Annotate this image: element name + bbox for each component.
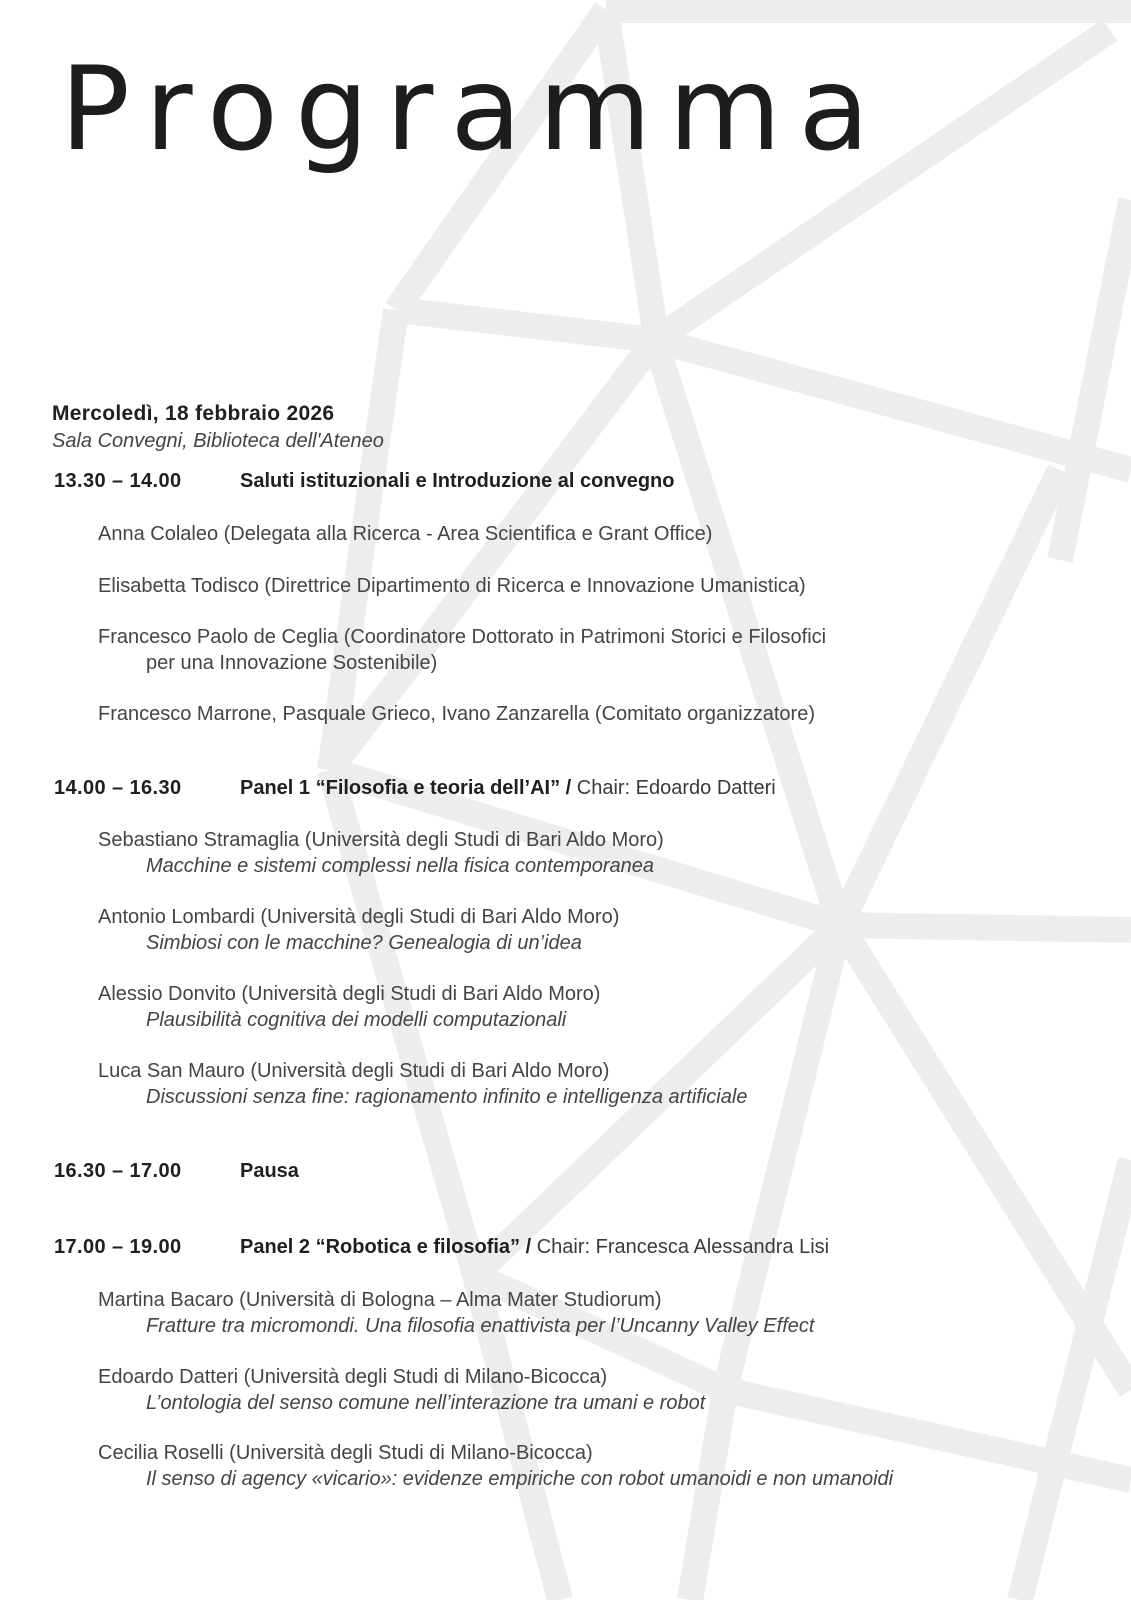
session-time: 17.00 – 19.00	[54, 1236, 182, 1258]
session-chair: Chair: Francesca Alessandra Lisi	[536, 1236, 830, 1258]
speaker-name: Francesco Paolo de Ceglia (Coordinatore Dottorato in Patrimoni Storici e Filosofici	[98, 626, 827, 648]
speaker-entry	[98, 573, 806, 599]
speaker-entry	[98, 1287, 814, 1339]
speaker-name: Alessio Donvito (Università degli Studi di Bari Aldo Moro)	[98, 983, 601, 1005]
talk-title: Il senso di agency «vicario»: evidenze empiriche con robot umanoidi e non umanoidi	[146, 1468, 894, 1490]
speaker-name: Francesco Marrone, Pasquale Grieco, Ivano Zanzarella (Comitato organizzatore)	[98, 703, 815, 725]
talk-title: L’ontologia del senso comune nell’interazione tra umani e robot	[146, 1392, 706, 1414]
speaker-name: Antonio Lombardi (Università degli Studi di Bari Aldo Moro)	[98, 906, 620, 928]
speaker-entry	[98, 1058, 747, 1110]
speaker-entry	[98, 981, 600, 1033]
talk-title: Fratture tra micromondi. Una filosofia enattivista per l’Uncanny Valley Effect	[146, 1315, 815, 1337]
speaker-name: Cecilia Roselli (Università degli Studi di Milano-Bicocca)	[98, 1442, 593, 1464]
event-date: Mercoledì, 18 febbraio 2026	[52, 402, 335, 425]
event-venue: Sala Convegni, Biblioteca dell'Ateneo	[52, 430, 384, 452]
speaker-name: Elisabetta Todisco (Direttrice Dipartimento di Ricerca e Innovazione Umanistica)	[98, 575, 806, 597]
session-time: 14.00 – 16.30	[54, 777, 182, 799]
speaker-name: Sebastiano Stramaglia (Università degli Studi di Bari Aldo Moro)	[98, 829, 664, 851]
speaker-name: Martina Bacaro (Università di Bologna – Alma Mater Studiorum)	[98, 1289, 662, 1311]
speaker-name: Luca San Mauro (Università degli Studi di Bari Aldo Moro)	[98, 1060, 610, 1082]
speaker-entry	[98, 827, 664, 879]
session-time: 13.30 – 14.00	[54, 470, 182, 492]
talk-title: Discussioni senza fine: ragionamento infinito e intelligenza artificiale	[146, 1086, 748, 1108]
speaker-name-continued: per una Innovazione Sostenibile)	[146, 652, 438, 674]
talk-title: Macchine e sistemi complessi nella fisica contemporanea	[146, 855, 655, 877]
session-title: Saluti istituzionali e Introduzione al convegno	[240, 470, 675, 492]
speaker-entry	[98, 904, 619, 956]
session-chair: Chair: Edoardo Datteri	[576, 777, 776, 799]
session-title: Panel 2 “Robotica e filosofia” / Chair: Francesca Alessandra Lisi	[240, 1236, 830, 1258]
talk-title: Simbiosi con le macchine? Genealogia di un’idea	[146, 932, 582, 954]
speaker-entry	[98, 701, 815, 727]
speaker-name: Anna Colaleo (Delegata alla Ricerca - Area Scientifica e Grant Office)	[98, 523, 713, 545]
speaker-entry	[98, 521, 712, 547]
talk-title: Plausibilità cognitiva dei modelli computazionali	[146, 1009, 567, 1031]
session-title: Panel 1 “Filosofia e teoria dell’AI” / Chair: Edoardo Datteri	[240, 777, 776, 799]
speaker-entry	[98, 624, 826, 676]
speaker-entry	[98, 1440, 893, 1492]
session-time: 16.30 – 17.00	[54, 1160, 182, 1182]
session-title: Pausa	[240, 1160, 299, 1182]
speaker-name: Edoardo Datteri (Università degli Studi di Milano-Bicocca)	[98, 1366, 608, 1388]
speaker-entry	[98, 1364, 705, 1416]
page-title: Programma	[60, 42, 887, 177]
